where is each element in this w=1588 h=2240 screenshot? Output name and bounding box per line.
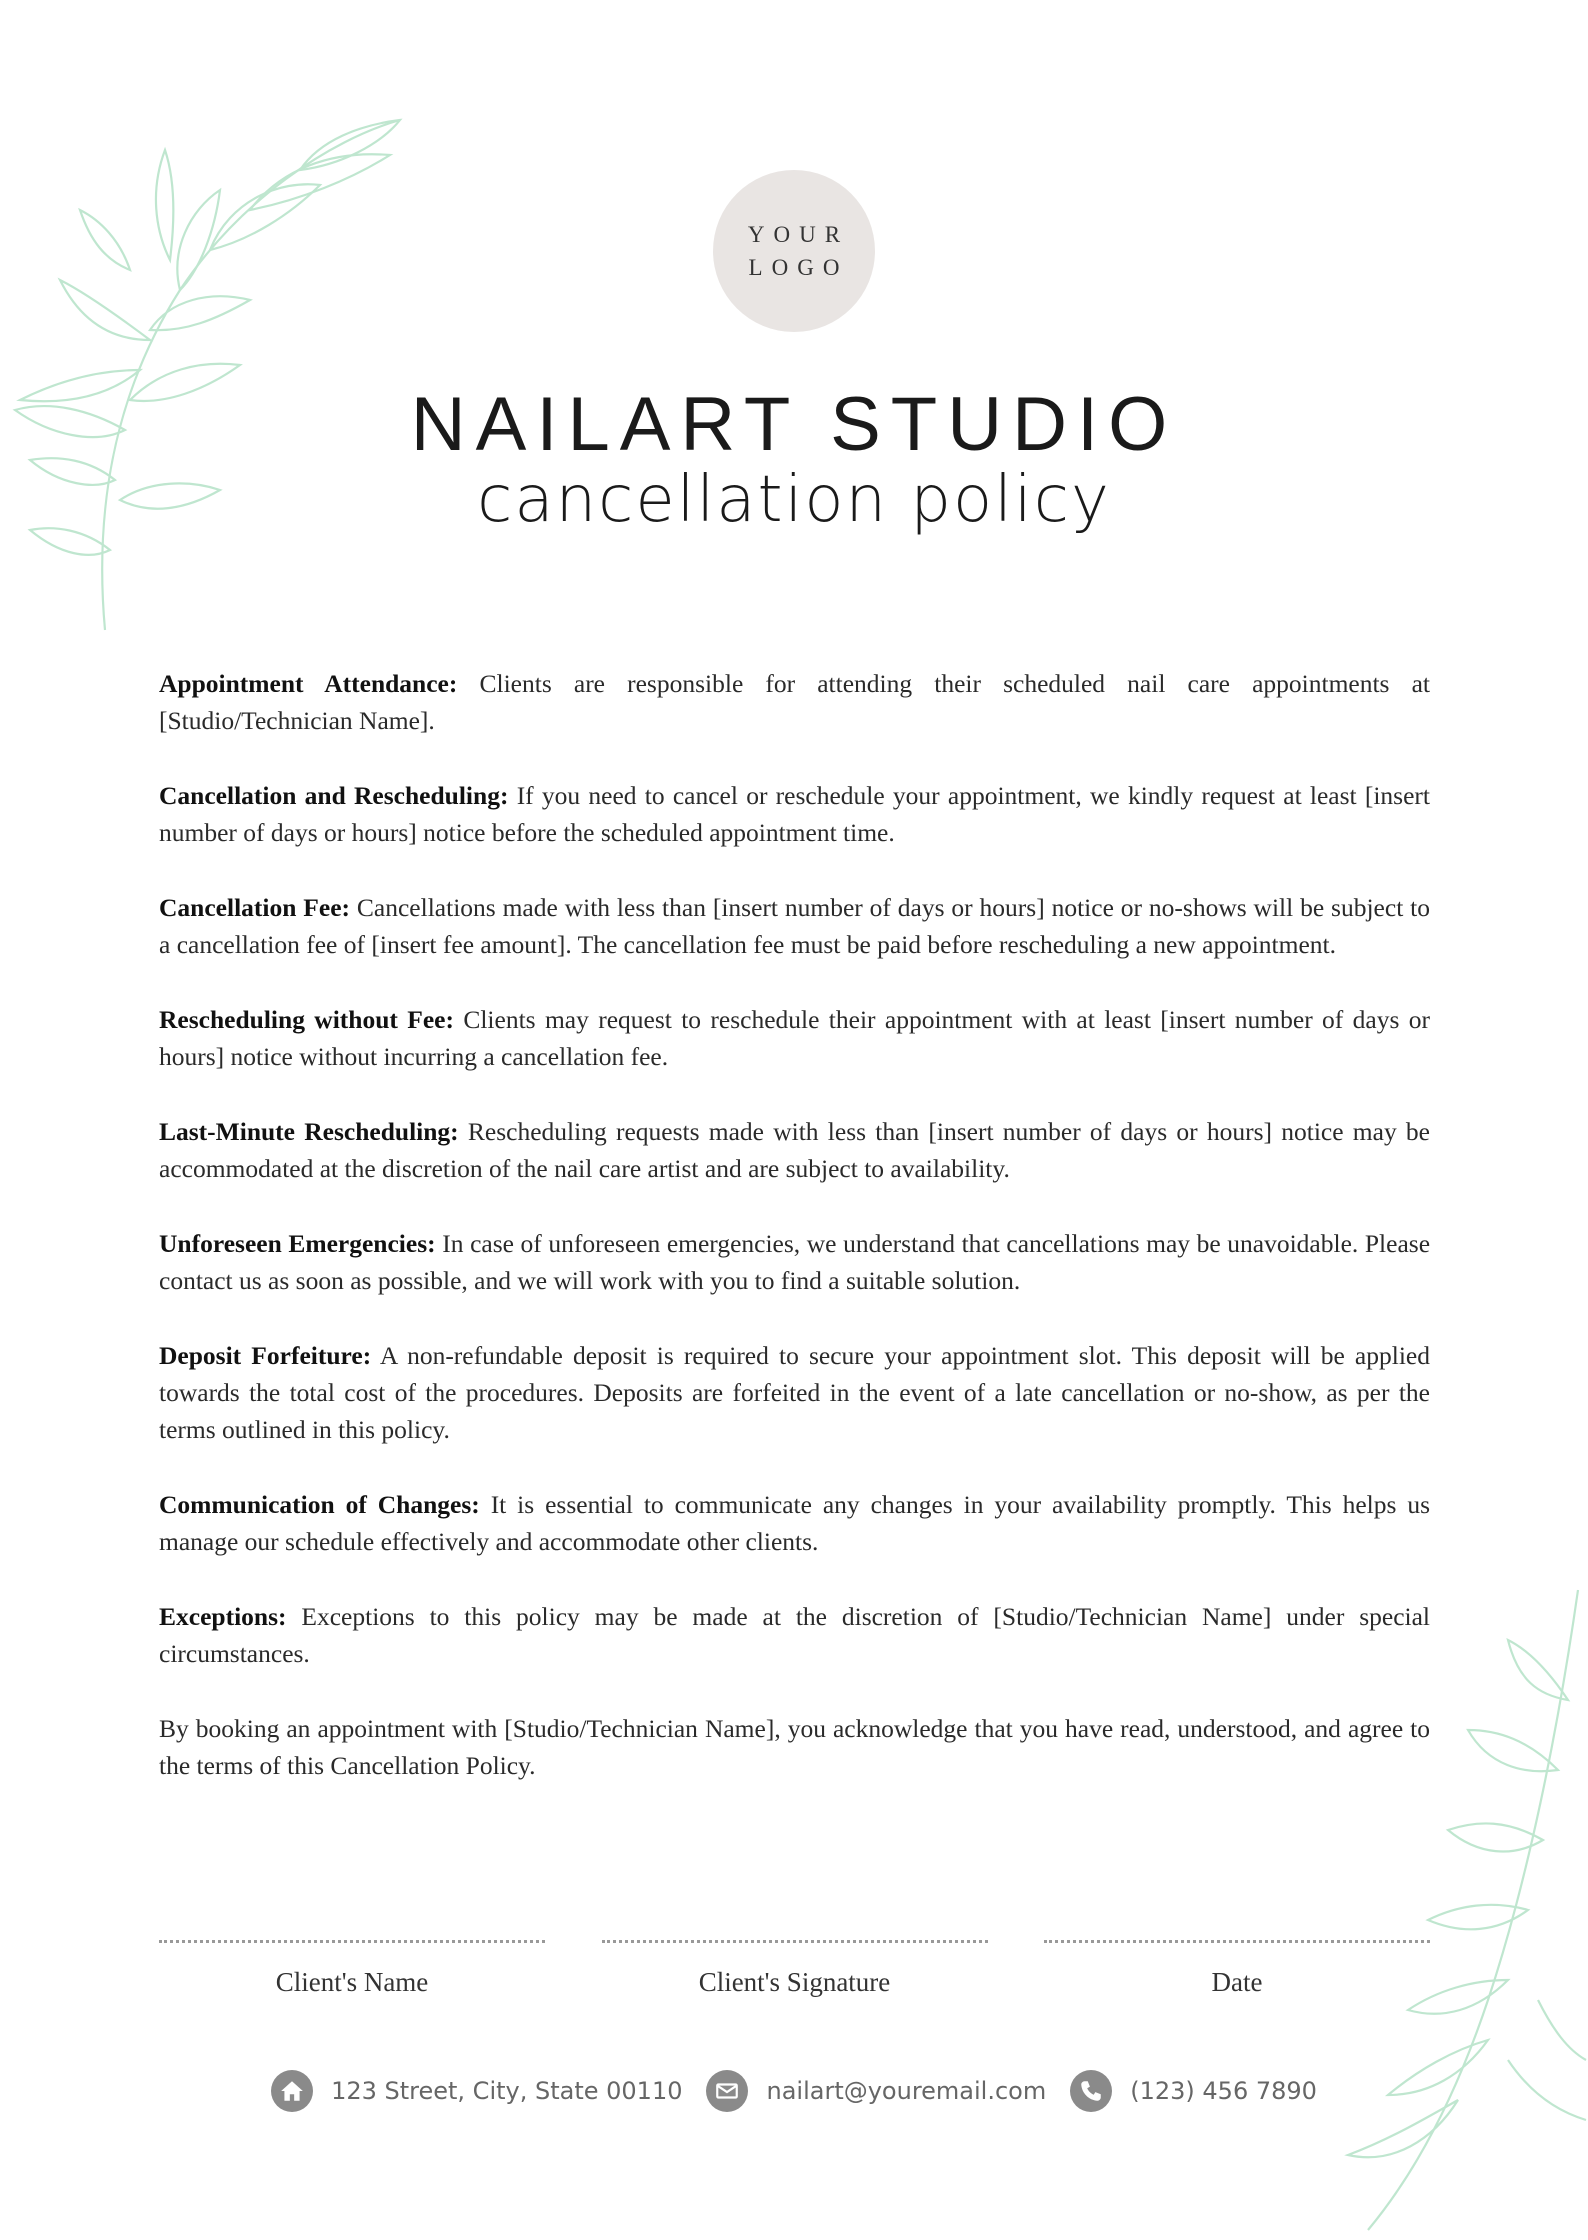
signature-label: Date: [1211, 1967, 1263, 1997]
policy-item-heading: Cancellation Fee:: [159, 893, 351, 922]
policy-item-heading: Deposit Forfeiture:: [159, 1341, 372, 1370]
policy-item: [159, 1598, 1430, 1672]
signature-line: [1044, 1940, 1430, 1943]
policy-item-heading: Rescheduling without Fee:: [159, 1005, 454, 1034]
logo-placeholder: [713, 170, 875, 332]
policy-item-text: Cancellations made with less than [insert number of days or hours] notice or no-shows will be subject to a cancellation fee of [insert fee amount]. The cancellation fee must be paid before rescheduling a new appointment.: [159, 893, 1431, 959]
contact-footer: [0, 2070, 1588, 2112]
policy-item: [159, 889, 1430, 963]
policy-item-text: Clients may request to reschedule their appointment with at least [insert number of days or hours] notice without incurring a cancellation fee.: [159, 1005, 1430, 1071]
policy-item: [159, 1001, 1430, 1075]
home-icon: [271, 2070, 313, 2112]
policy-item: [159, 1113, 1430, 1187]
policy-item-heading: Last-Minute Rescheduling:: [159, 1117, 459, 1146]
policy-item: [159, 1225, 1430, 1299]
policy-item: [159, 665, 1430, 739]
leaf-branch-illustration: [0, 100, 420, 640]
contact-phone[interactable]: [1070, 2070, 1317, 2112]
logo-text-line1: YOUR: [747, 222, 850, 247]
policy-item-text: In case of unforeseen emergencies, we understand that cancellations may be unavoidable. Please contact us as soon as possible, and we will work with you to find a suitable solution.: [159, 1229, 1431, 1295]
policy-item: [159, 1337, 1430, 1448]
policy-item: [159, 1486, 1430, 1560]
contact-phone-text: (123) 456 7890: [1130, 2077, 1317, 2105]
page-title: NAILART STUDIO: [410, 382, 1178, 467]
policy-item: [159, 777, 1430, 851]
contact-email-text: nailart@youremail.com: [766, 2077, 1047, 2105]
policy-body: [159, 665, 1430, 1822]
policy-item-heading: Appointment Attendance:: [159, 669, 458, 698]
page-subtitle: cancellation policy: [477, 463, 1111, 537]
policy-item-text: If you need to cancel or reschedule your appointment, we kindly request at least [insert number of days or hours] notice before the scheduled appointment time.: [159, 781, 1431, 847]
logo-text-line2: LOGO: [748, 255, 849, 280]
policy-item-text: It is essential to communicate any changes in your availability promptly. This helps us manage our schedule effectively and accommodate other clients.: [159, 1490, 1430, 1556]
policy-item-heading: Cancellation and Rescheduling:: [159, 781, 509, 810]
policy-item-heading: Unforeseen Emergencies:: [159, 1229, 436, 1258]
signature-field-name[interactable]: [159, 1940, 545, 1998]
policy-closing: By booking an appointment with [Studio/Technician Name], you acknowledge that you have read, understood, and agree to the terms of this Cancellation Policy.: [159, 1714, 1430, 1780]
policy-item-text: Exceptions to this policy may be made at the discretion of [Studio/Technician Name] under special circumstances.: [159, 1602, 1430, 1668]
signature-row: [159, 1940, 1430, 1998]
policy-item-heading: Communication of Changes:: [159, 1490, 480, 1519]
signature-field-date[interactable]: [1044, 1940, 1430, 1998]
policy-item-text: Rescheduling requests made with less than [insert number of days or hours] notice may be accommodated at the discretion of the nail care artist and are subject to availability.: [159, 1117, 1431, 1183]
policy-item-text: A non-refundable deposit is required to secure your appointment slot. This deposit will be applied towards the total cost of the procedures. Deposits are forfeited in the event of a late cancellation or no-show, as per the terms outlined in this policy.: [159, 1341, 1430, 1444]
policy-item-text: Clients are responsible for attending their scheduled nail care appointments at [Studio/Technician Name].: [159, 669, 1430, 735]
signature-label: Client's Signature: [698, 1967, 891, 1997]
signature-line: [602, 1940, 988, 1943]
phone-icon: [1070, 2070, 1112, 2112]
contact-email[interactable]: [706, 2070, 1046, 2112]
mail-icon: [706, 2070, 748, 2112]
contact-address-text: 123 Street, City, State 00110: [331, 2077, 683, 2105]
signature-label: Client's Name: [275, 1967, 429, 1997]
contact-address: [271, 2070, 682, 2112]
policy-item-heading: Exceptions:: [159, 1602, 287, 1631]
signature-line: [159, 1940, 545, 1943]
signature-field-signature[interactable]: [602, 1940, 988, 1998]
